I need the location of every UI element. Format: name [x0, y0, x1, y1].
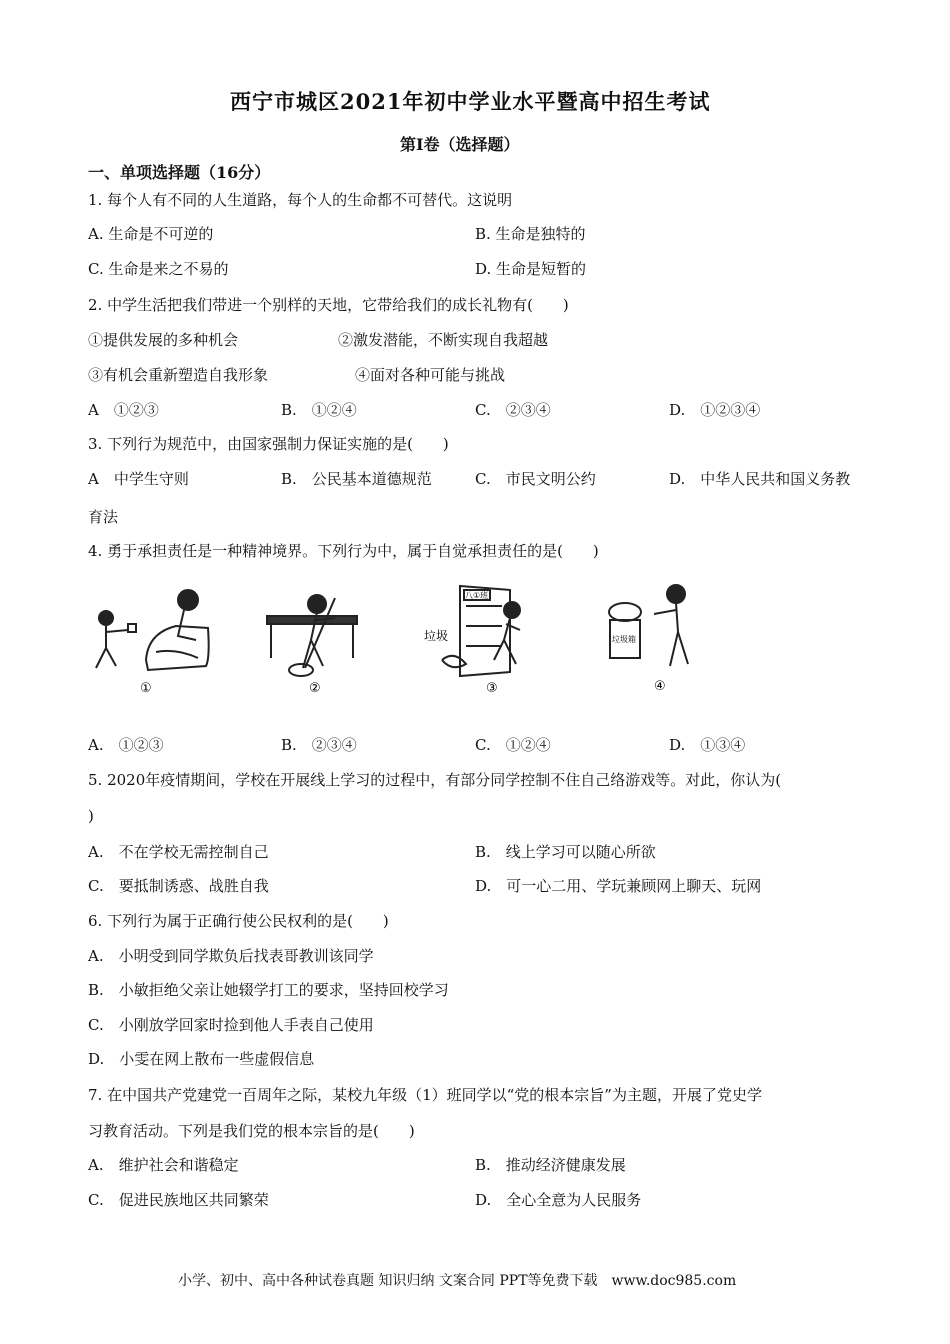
question-4-stem: 4. 勇于承担责任是一种精神境界。下列行为中，属于自觉承担责任的是( ) [88, 542, 599, 560]
question-2-option-a: A ①②③ [88, 401, 159, 419]
question-4-option-b: B. ②③④ [281, 736, 357, 754]
page-subtitle: 第I卷（选择题） [400, 135, 520, 154]
figure-4-label: ④ [654, 679, 666, 694]
question-3-option-d-continued: 育法 [88, 508, 119, 526]
page-footer: 小学、初中、高中各种试卷真题 知识归纳 文案合同 PPT等免费下载 www.doc985.com [178, 1273, 737, 1289]
question-7-option-d: D. 全心全意为人民服务 [475, 1191, 642, 1209]
question-6-option-c: C. 小刚放学回家时捡到他人手表自己使用 [88, 1016, 374, 1034]
question-2-option-b: B. ①②④ [281, 401, 357, 419]
question-6-stem: 6. 下列行为属于正确行使公民权利的是( ) [88, 912, 389, 930]
question-1-option-a: A. 生命是不可逆的 [88, 225, 214, 243]
figure-1-child-serving-tea [86, 578, 216, 698]
question-1-option-d: D. 生命是短暂的 [475, 260, 587, 278]
question-5-stem-continued: ) [88, 807, 94, 825]
question-7-option-b: B. 推动经济健康发展 [475, 1156, 626, 1174]
figure-1-label: ① [140, 681, 152, 696]
question-5-option-d: D. 可一心二用、学玩兼顾网上聊天、玩网 [475, 877, 762, 895]
question-6-option-a: A. 小明受到同学欺负后找表哥教训该同学 [88, 947, 374, 965]
question-3-option-b: B. 公民基本道德规范 [281, 470, 432, 488]
question-5-option-b: B. 线上学习可以随心所欲 [475, 843, 656, 861]
figure-4-student-at-bin [600, 580, 710, 698]
question-7-stem-continued: 习教育活动。下列是我们党的根本宗旨的是( ) [88, 1122, 415, 1140]
figure-3-student-at-door [420, 580, 530, 698]
question-4-option-d: D. ①③④ [669, 736, 746, 754]
figure-3-trash-label: 垃圾 [424, 629, 449, 643]
question-1-option-c: C. 生命是来之不易的 [88, 260, 229, 278]
question-5-option-a: A. 不在学校无需控制自己 [88, 843, 269, 861]
figure-2-label: ② [309, 681, 321, 696]
question-2-option-c: C. ②③④ [475, 401, 551, 419]
figure-3-label: ③ [486, 681, 498, 696]
figure-4-bin-label: 垃圾箱 [612, 635, 636, 644]
question-7-option-c: C. 促进民族地区共同繁荣 [88, 1191, 269, 1209]
question-5-stem: 5. 2020年疫情期间，学校在开展线上学习的过程中，有部分同学控制不住自己络游戏等。对此，你认为( [88, 771, 782, 789]
question-3-option-d: D. 中华人民共和国义务教 [669, 470, 851, 488]
question-4-option-a: A. ①②③ [88, 736, 164, 754]
figure-3-door-sign: 八①班 [465, 591, 489, 600]
question-2-statement-2: ②激发潜能，不断实现自我超越 [338, 331, 549, 349]
section-heading: 一、单项选择题（16分） [88, 163, 271, 182]
question-1-option-b: B. 生命是独特的 [475, 225, 586, 243]
question-3-option-c: C. 市民文明公约 [475, 470, 596, 488]
question-1-stem: 1. 每个人有不同的人生道路，每个人的生命都不可替代。这说明 [88, 191, 513, 209]
page-title: 西宁市城区2021年初中学业水平暨高中招生考试 [230, 89, 711, 114]
question-2-statement-4: ④面对各种可能与挑战 [355, 366, 506, 384]
question-2-statement-3: ③有机会重新塑造自我形象 [88, 366, 269, 384]
question-2-option-d: D. ①②③④ [669, 401, 761, 419]
question-4-option-c: C. ①②④ [475, 736, 551, 754]
question-6-option-d: D. 小雯在网上散布一些虚假信息 [88, 1050, 315, 1068]
figure-2-student-sweeping [265, 578, 365, 698]
question-7-option-a: A. 维护社会和谐稳定 [88, 1156, 239, 1174]
question-3-option-a: A 中学生守则 [88, 470, 189, 488]
question-2-statement-1: ①提供发展的多种机会 [88, 331, 239, 349]
question-3-stem: 3. 下列行为规范中，由国家强制力保证实施的是( ) [88, 435, 449, 453]
question-2-stem: 2. 中学生活把我们带进一个别样的天地，它带给我们的成长礼物有( ) [88, 296, 569, 314]
question-7-stem: 7. 在中国共产党建党一百周年之际，某校九年级（1）班同学以“党的根本宗旨”为主题，开展了党史学 [88, 1086, 762, 1104]
question-5-option-c: C. 要抵制诱惑、战胜自我 [88, 877, 269, 895]
question-6-option-b: B. 小敏拒绝父亲让她辍学打工的要求，坚持回校学习 [88, 981, 449, 999]
